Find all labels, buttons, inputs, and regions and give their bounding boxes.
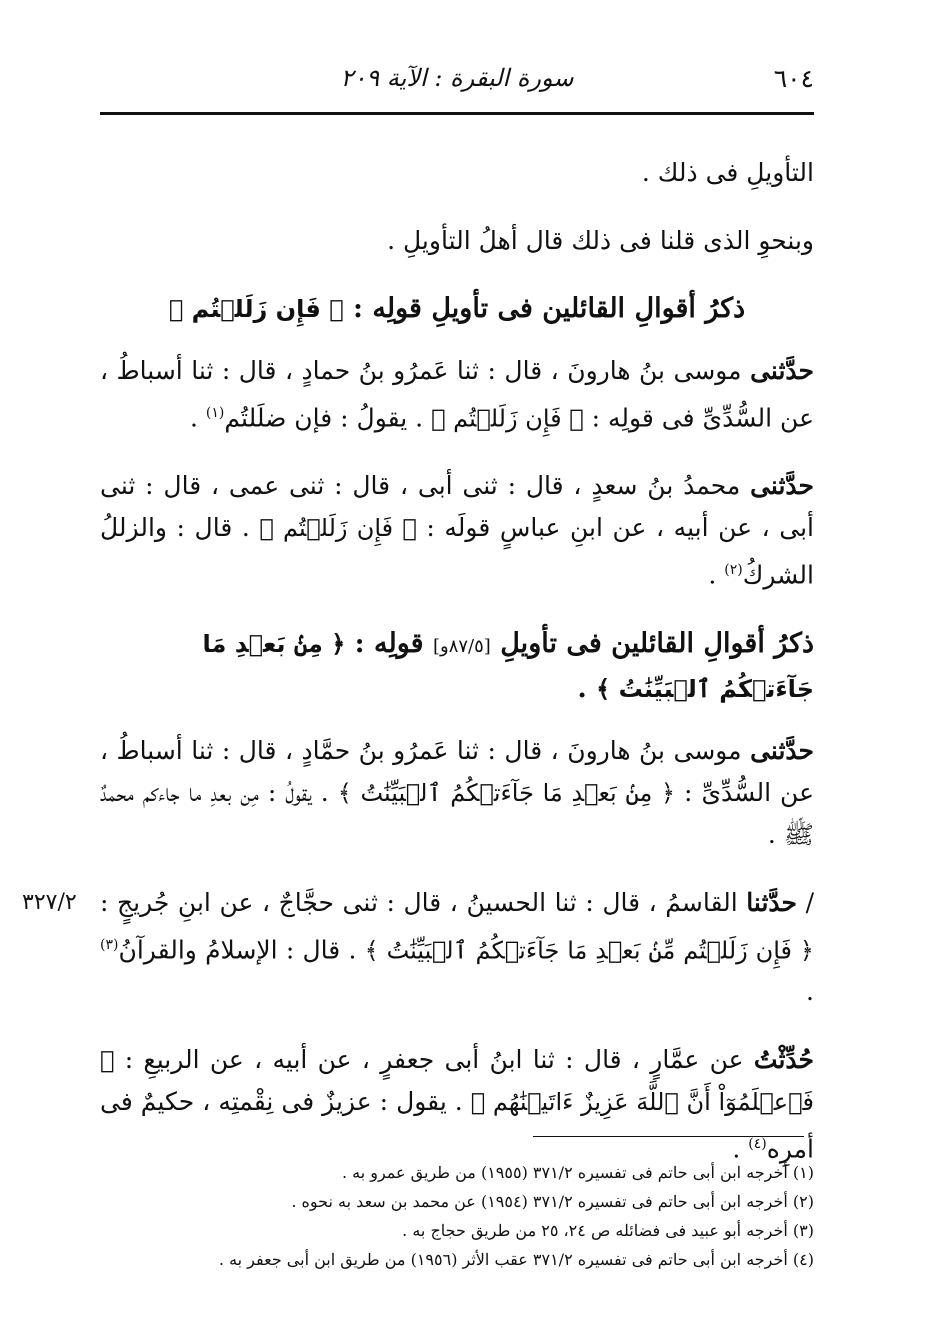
quran-verse: ﴿ فَٱعۡلَمُوٓاْ أَنَّ ٱللَّهَ عَزِيزٌ ءَاتَيۡنَٰهُم ﴾: [100, 1045, 815, 1116]
footnote-marker[interactable]: (٢): [724, 562, 743, 579]
narration-lead: حُدِّثْتُ: [753, 1044, 814, 1074]
narration-5: [100, 1039, 814, 1170]
narration-text: عن عمَّارٍ ، قال : ثنا ابنُ أبى جعفرٍ ، عن أبيه ، عن الربيعِ :: [114, 1044, 754, 1074]
quran-verse: ﴿ فَإِن زَلَلۡتُم ﴾: [168, 295, 344, 323]
paragraph-2: وبنحوِ الذى قلنا فى ذلك قال أهلُ التأويلِ .: [387, 226, 814, 255]
page-header: [100, 64, 814, 104]
narration-lead: حدَّثنى: [750, 356, 814, 385]
page-number: ٦٠٤: [773, 64, 814, 93]
narration-1: [100, 350, 814, 439]
narration-lead: حدَّثنا: [746, 887, 797, 917]
footnote-1: (١) أخرجه ابن أبى حاتم فى تفسيره ٣٧١/٢ (١٩٥٥) من طريق عمرو به .: [341, 1163, 814, 1182]
narration-text: . يقول : عزيزٌ فى نِقْمتِه ، حكيمٌ فى أمرِه: [100, 1086, 814, 1164]
footnote-marker[interactable]: (١): [205, 405, 225, 421]
narration-text: موسى بنُ هارونَ ، قال : ثنا عَمرُو بنُ حمادٍ ، قال : ثنا أسباطُ ، عن السُّدِّىِّ فى قولِه :: [100, 356, 814, 433]
narration-text: القاسمُ ، قال : ثنا الحسينُ ، قال : ثنى حجَّاجٌ ، عن ابنِ جُريجٍ :: [100, 887, 747, 917]
narration-lead: حدَّثنى: [750, 735, 814, 765]
narration-3: [100, 730, 814, 856]
volume-page-ref: ٣٢٧/٢: [22, 889, 77, 915]
quran-verse: ﴿ مِنۢ بَعۡدِ مَا جَآءَتۡكُمُ ٱلۡبَيِّنَٰتُ ﴾: [202, 629, 814, 703]
paragraph-1: التأويلِ فى ذلك .: [641, 158, 814, 187]
heading-text: ذكرُ أقوالِ القائلين فى تأويلِ قولِه :: [353, 293, 746, 324]
section-heading-1: [100, 288, 814, 330]
heading-end: .: [577, 672, 597, 704]
page-break-mark: /: [797, 887, 815, 917]
narration-end: .: [708, 560, 725, 590]
narration-end: .: [732, 1134, 749, 1164]
footnote-2: (٢) أخرجه ابن أبى حاتم فى تفسيره ٣٧١/٢ (١٩٥٤) عن محمد بن سعد به نحوه .: [291, 1192, 814, 1211]
footnote-3: (٣) أخرجه أبو عبيد فى فضائله ص ٢٤، ٢٥ من طريق حجاج به .: [402, 1221, 814, 1240]
heading-text: قولِه :: [345, 627, 433, 659]
section-heading-2: [100, 623, 814, 710]
quran-verse: ﴿ مِنۢ بَعۡدِ مَا جَآءَتۡكُمُ ٱلۡبَيِّنَٰتُ ﴾: [337, 778, 676, 807]
narration-2: [100, 465, 814, 596]
quran-verse: ﴿ فَإِن زَلَلۡتُم ﴾: [259, 514, 417, 543]
footnotes: [100, 1160, 814, 1276]
narration-text: . قال : الإسلامُ والقرآنُ: [118, 934, 365, 964]
main-text: [22, 152, 815, 1196]
footnote-marker[interactable]: (٣): [100, 936, 119, 953]
heading-text: ذكرُ أقوالِ القائلين فى تأويلِ: [490, 627, 814, 659]
narration-text: . قال : والزللُ الشركُ: [100, 513, 814, 590]
narration-text: موسى بنُ هارونَ ، قال : ثنا عَمرُو بنُ حمَّادٍ ، قال : ثنا أسباطُ ، عن السُّدِّىِّ :: [100, 735, 814, 807]
narration-4: [22, 882, 815, 1013]
running-title: سورة البقرة : الآية ٢٠٩: [340, 64, 574, 92]
manuscript-page-ref: [٨٧/٥و]: [433, 635, 491, 657]
narration-end: .: [806, 976, 814, 1006]
narration-text: . يقولُ : فإن ضلَلتُم: [224, 403, 432, 433]
footnote-4: (٤) أخرجه ابن أبى حاتم فى تفسيره ٣٧١/٢ عقب الأثر (١٩٥٦) من طريق ابن أبى جعفر به .: [218, 1250, 814, 1269]
narration-text: محمدُ بنُ سعدٍ ، قال : ثنى أبى ، قال : ثنى عمى ، قال : ثنى أبى ، عن أبيه ، عن ابنِ عباسٍ قولَه :: [100, 471, 815, 543]
footnote-marker[interactable]: (٤): [748, 1135, 767, 1152]
header-rule: [100, 112, 814, 115]
footnote-rule: [533, 1136, 804, 1137]
narration-text: . يقولُ : مِن بعدِ ما جاءكم محمدٌ ﷺ .: [100, 777, 814, 849]
quran-verse: ﴿ فَإِن زَلَلۡتُم مِّنۢ بَعۡدِ مَا جَآءَتۡكُمُ ٱلۡبَيِّنَٰتُ ﴾: [364, 935, 814, 964]
quran-verse: ﴿ فَإِن زَلَلۡتُم ﴾: [431, 404, 584, 433]
narration-lead: حدَّثنى: [750, 471, 814, 501]
narration-end: .: [190, 403, 206, 433]
